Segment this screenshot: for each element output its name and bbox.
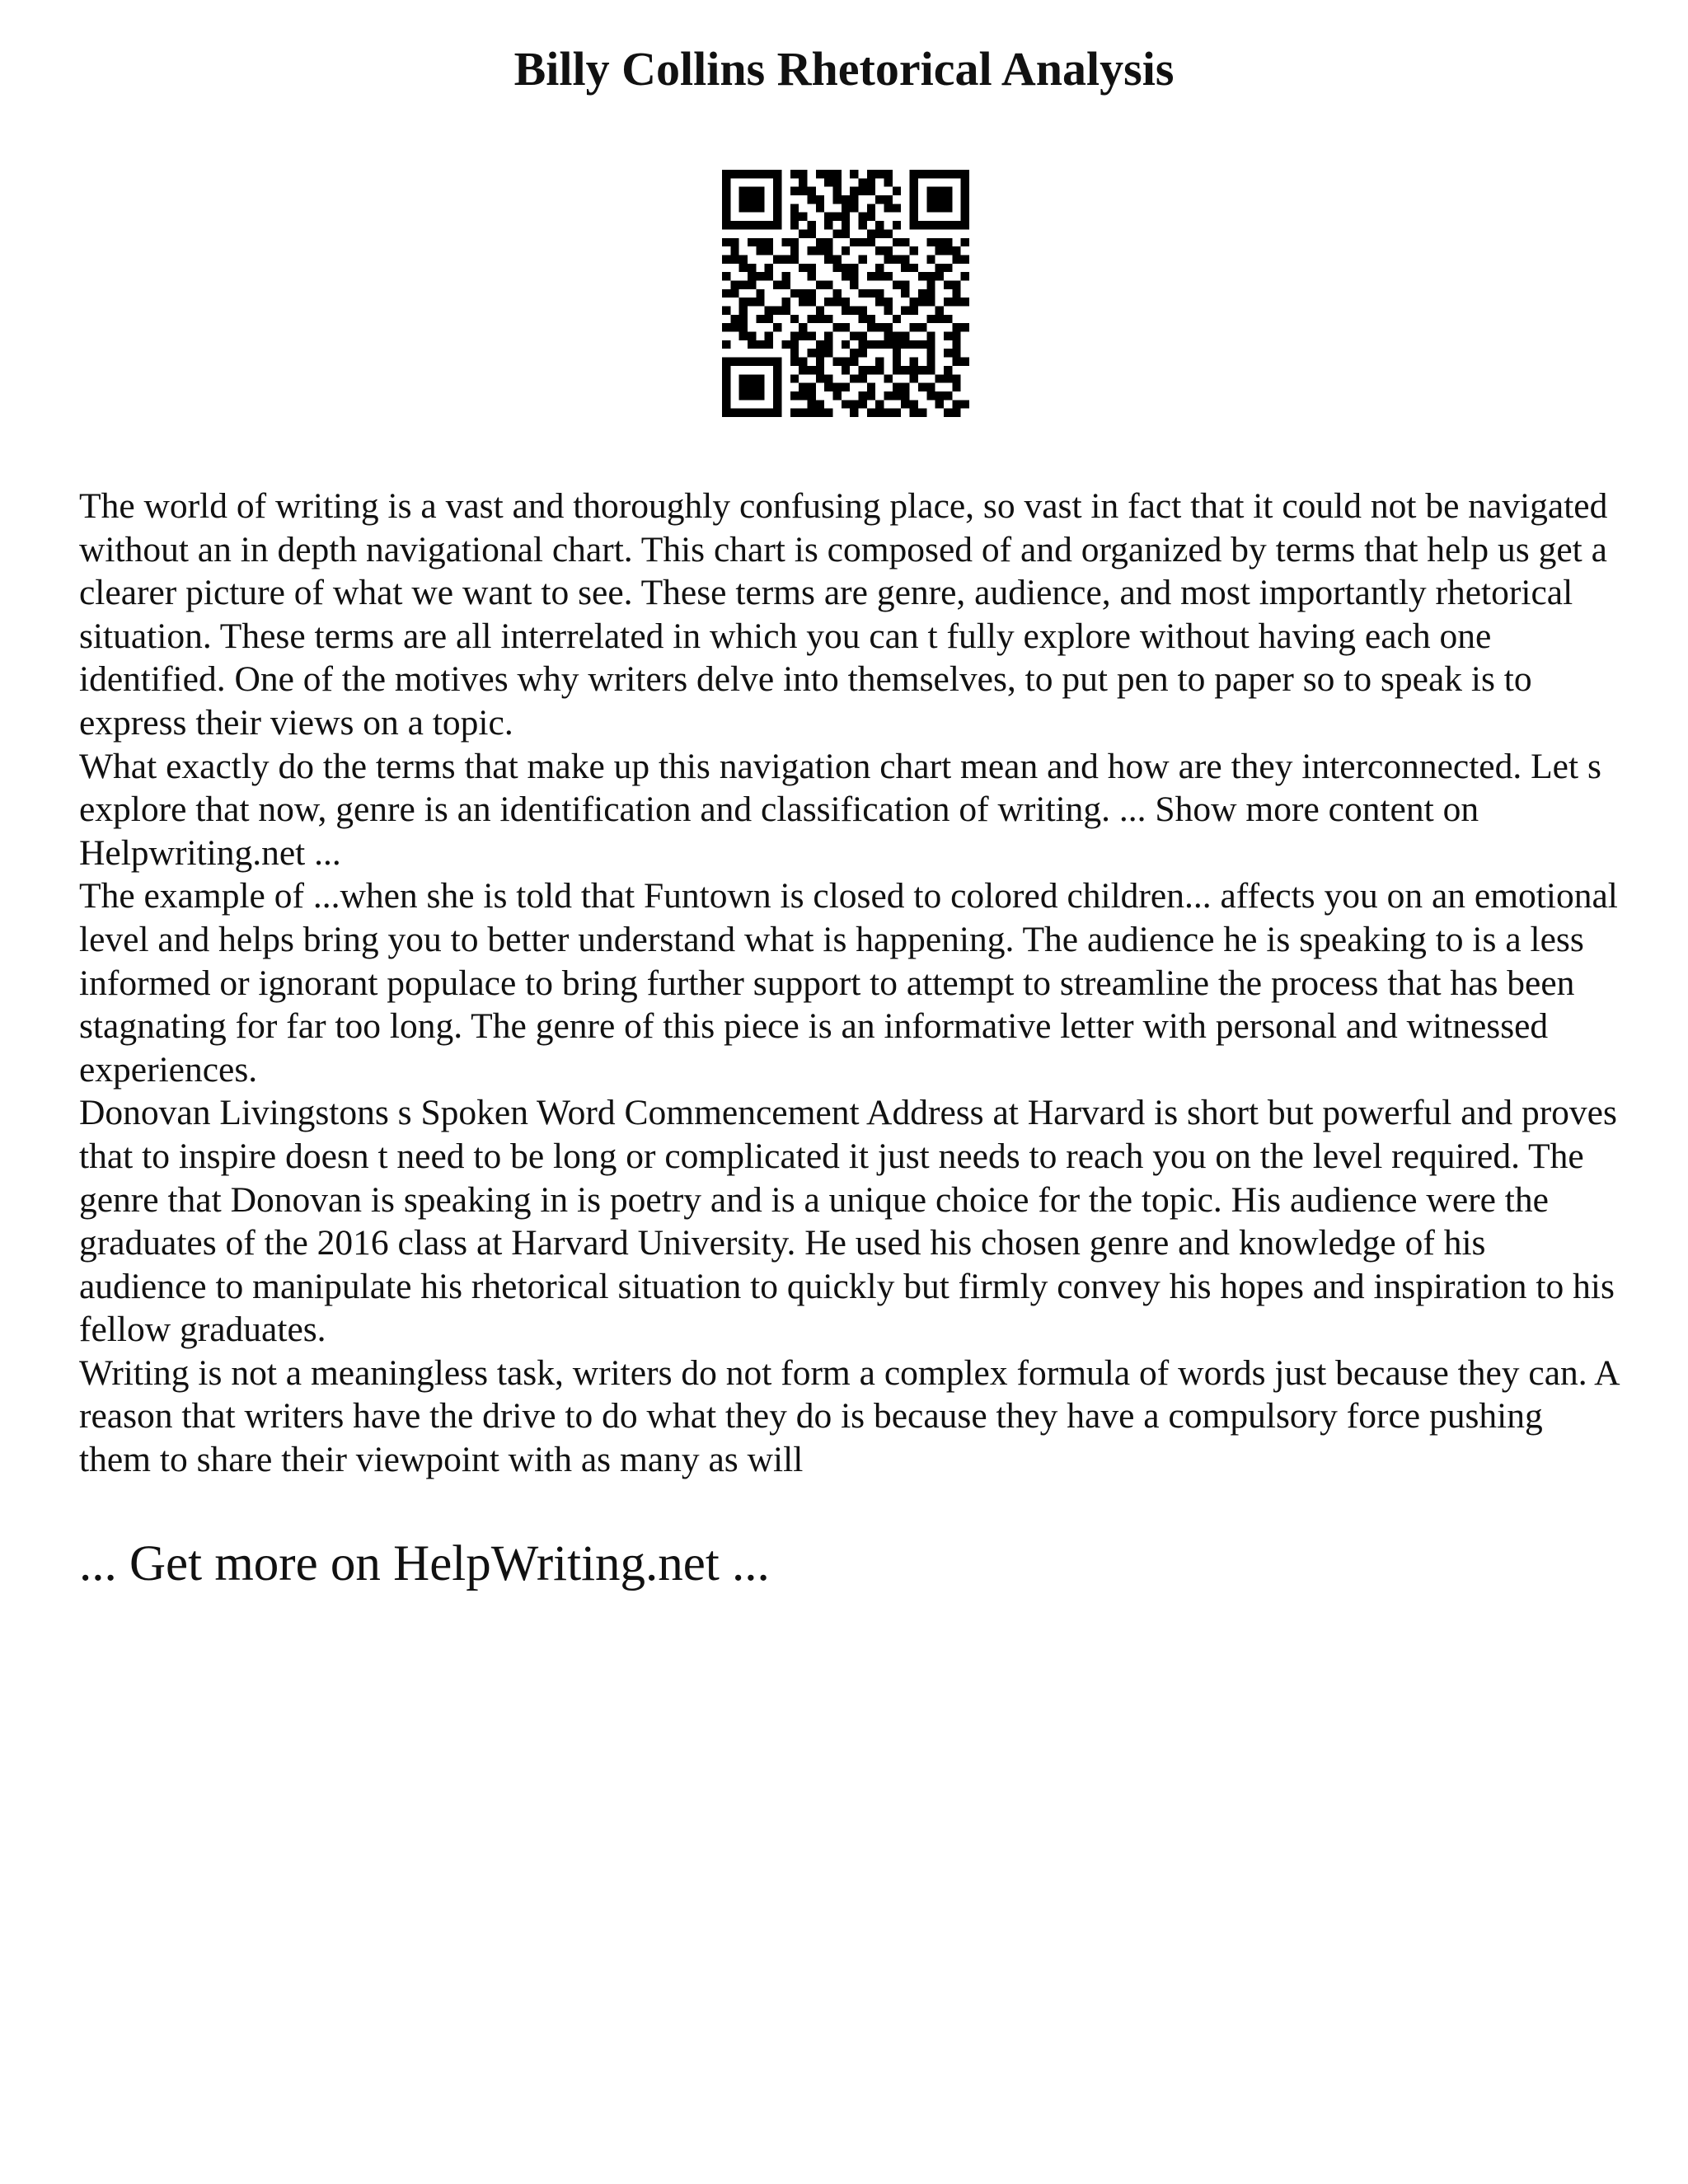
paragraph-intro: The world of writing is a vast and thoroughly confusing place, so vast in fact that it could not be navigated without an in depth navigational chart. This chart is composed of and organized by terms that help us get a clearer picture of what we want to see. These terms are genre, audience, and most importantly rhetorical situation. These terms are all interrelated in which you can t fully explore without having each one identified. One of the motives why writers delve into themselves, to put pen to paper so to speak is to express their views on a topic. xyxy=(79,486,1608,743)
paragraph-terms: What exactly do the terms that make up this navigation chart mean and how are they interconnected. Let s explore that now, genre is an identification and classification of writing. ... Show more content on Helpwriting.net ... xyxy=(79,746,1601,873)
qr-code-icon xyxy=(722,170,969,417)
get-more-link[interactable]: ... Get more on HelpWriting.net ... xyxy=(79,1536,770,1591)
paragraph-writing: Writing is not a meaningless task, writers do not form a complex formula of words just because they can. A reason that writers have the drive to do what they do is because they have a compulsory force pushing them to share their viewpoint with as many as will xyxy=(79,1352,1619,1480)
page-title: Billy Collins Rhetorical Analysis xyxy=(513,42,1175,96)
paragraph-example: The example of ...when she is told that Funtown is closed to colored children... affects you on an emotional level and helps bring you to better understand what is happening. The audience he is speaking to is a less informed or ignorant populace to bring further support to attempt to streamline the process that has been stagnating for far too long. The genre of this piece is an informative letter with personal and witnessed experiences. xyxy=(79,876,1618,1090)
article-body xyxy=(79,485,1620,1482)
paragraph-donovan: Donovan Livingstons s Spoken Word Commencement Address at Harvard is short but powerful and proves that to inspire doesn t need to be long or complicated it just needs to reach you on the level required. The genre that Donovan is speaking in is poetry and is a unique choice for the topic. His audience were the graduates of the 2016 class at Harvard University. He used his chosen genre and knowledge of his audience to manipulate his rhetorical situation to quickly but firmly convey his hopes and inspiration to his fellow graduates. xyxy=(79,1093,1617,1350)
